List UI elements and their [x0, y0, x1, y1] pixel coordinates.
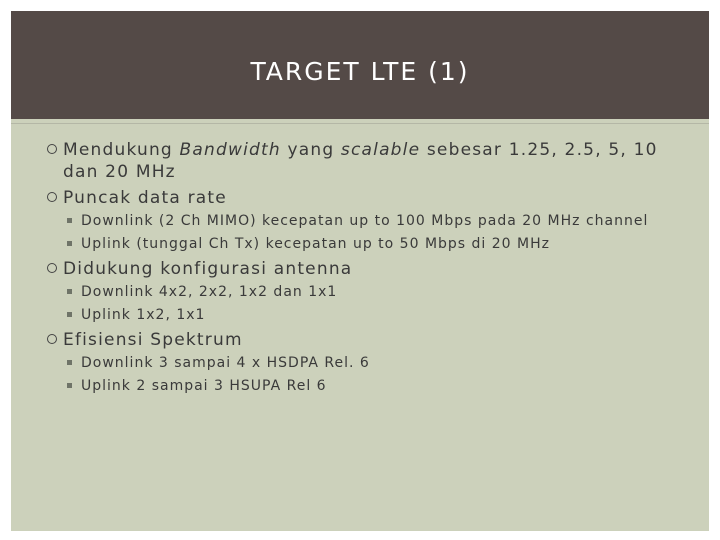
sub-bullet-item [47, 305, 697, 325]
sub-bullet-text: Downlink 4x2, 2x2, 1x2 dan 1x1 [81, 284, 338, 300]
sub-bullet-text: Uplink 2 sampai 3 HSUPA Rel 6 [81, 378, 327, 394]
square-bullet-icon [67, 289, 72, 294]
bullet-item [47, 139, 697, 183]
bullet-item [47, 329, 697, 351]
sub-bullet-text: Uplink (tunggal Ch Tx) kecepatan up to 50 Mbps di 20 MHz [81, 236, 550, 252]
bullet-text: Efisiensi Spektrum [63, 330, 243, 350]
bullet-list [47, 139, 697, 400]
bullet-group [47, 187, 697, 254]
slide [11, 11, 709, 531]
circle-bullet-icon [47, 263, 57, 273]
bullet-text: Puncak data rate [63, 188, 227, 208]
bullet-group [47, 329, 697, 396]
bullet-group [47, 139, 697, 183]
bullet-item [47, 258, 697, 280]
bullet-text: Didukung konfigurasi antenna [63, 259, 353, 279]
square-bullet-icon [67, 383, 72, 388]
bullet-text: Mendukung [63, 140, 180, 160]
square-bullet-icon [67, 312, 72, 317]
sub-bullet-text: Downlink (2 Ch MIMO) kecepatan up to 100 Mbps pada 20 MHz channel [81, 213, 649, 229]
sub-bullet-text: Downlink 3 sampai 4 x HSDPA Rel. 6 [81, 355, 370, 371]
sub-bullet-item [47, 376, 697, 396]
divider [11, 123, 709, 124]
bullet-item [47, 187, 697, 209]
slide-title: TARGET LTE (1) [250, 56, 470, 86]
sub-bullet-item [47, 234, 697, 254]
sub-bullet-text: Uplink 1x2, 1x1 [81, 307, 206, 323]
bullet-text: yang [280, 140, 341, 160]
circle-bullet-icon [47, 192, 57, 202]
circle-bullet-icon [47, 144, 57, 154]
sub-bullet-item [47, 282, 697, 302]
square-bullet-icon [67, 360, 72, 365]
bullet-group [47, 258, 697, 325]
sub-bullet-item [47, 211, 697, 231]
title-bar [11, 11, 709, 119]
bullet-text: scalable [340, 140, 421, 160]
square-bullet-icon [67, 218, 72, 223]
sub-bullet-item [47, 353, 697, 373]
circle-bullet-icon [47, 334, 57, 344]
bullet-text: sebesar 1.25, 2.5, 5, 10 dan 20 MHz [63, 140, 658, 182]
bullet-text: Bandwidth [179, 140, 281, 160]
square-bullet-icon [67, 241, 72, 246]
